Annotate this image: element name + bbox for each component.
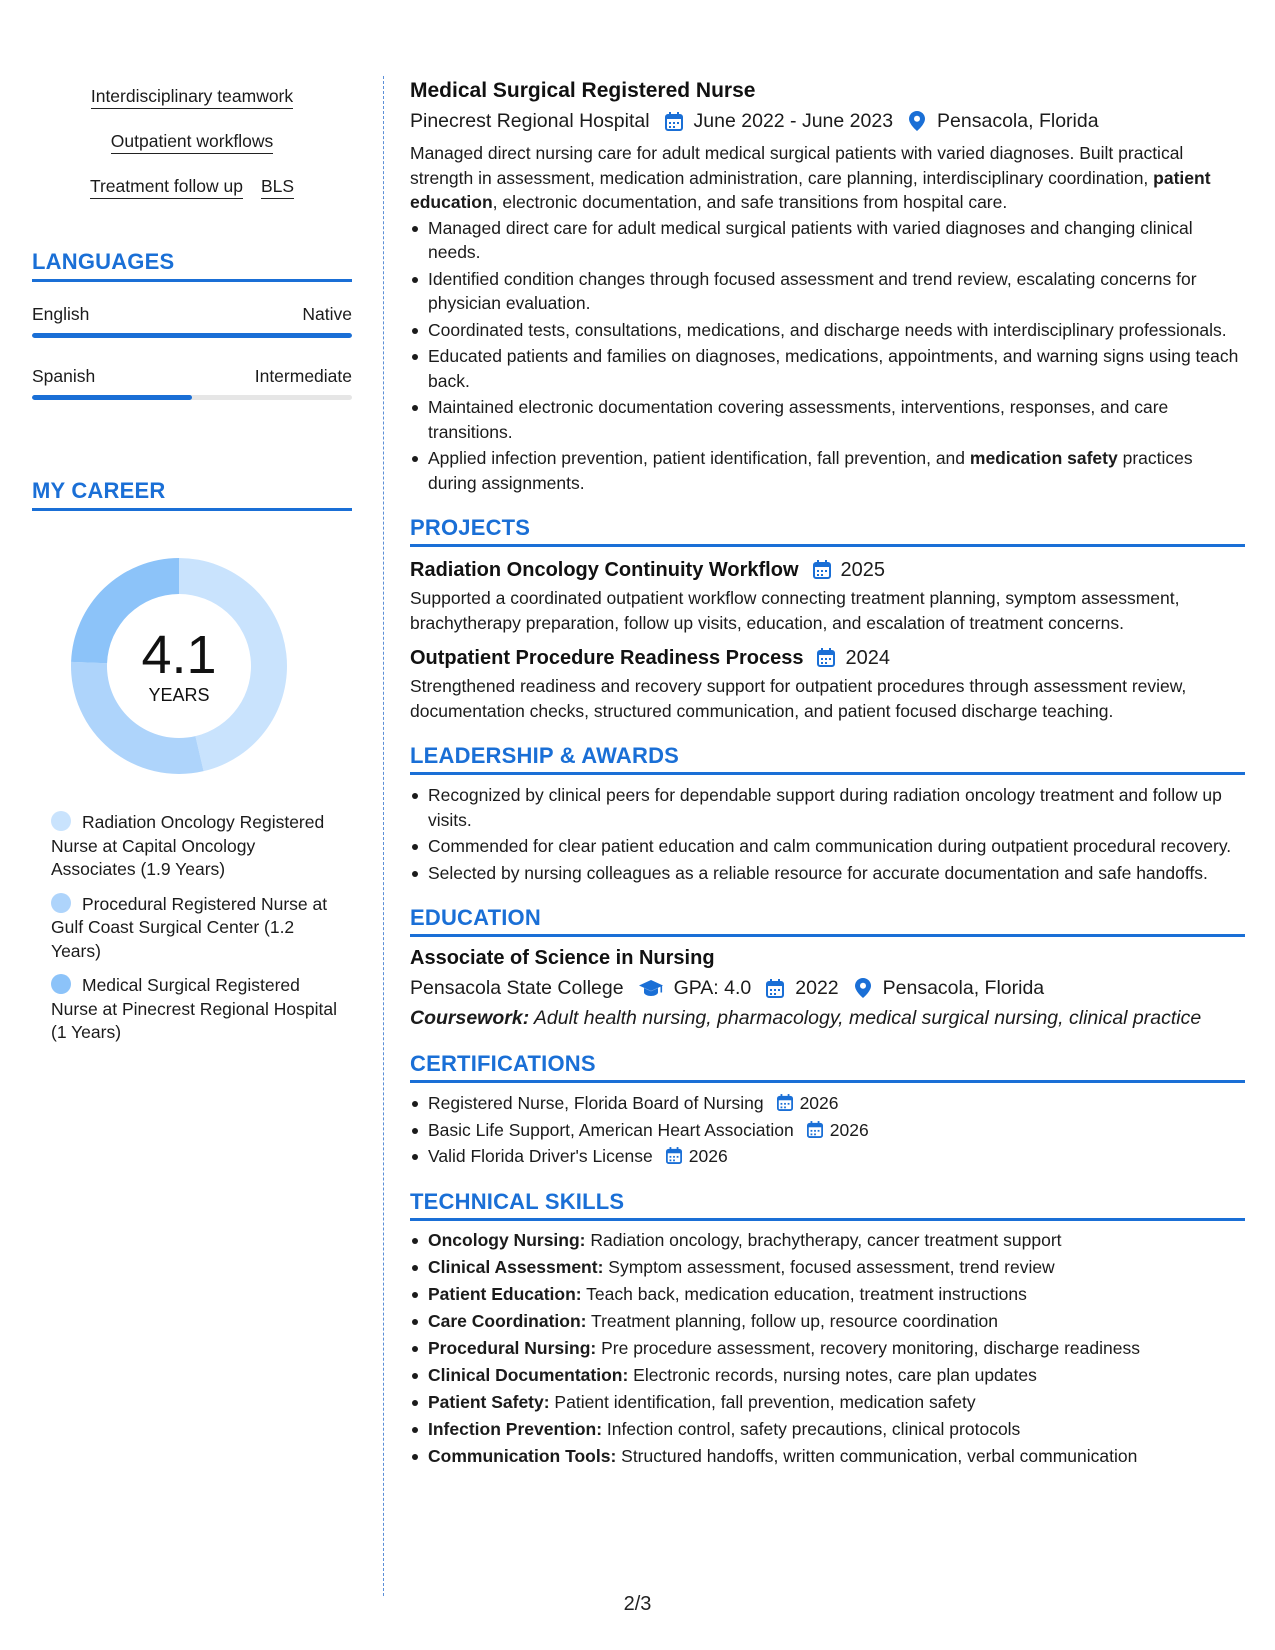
skill-tag: Interdisciplinary teamwork xyxy=(91,86,293,109)
technical-skills-heading: TECHNICAL SKILLS xyxy=(410,1189,1245,1221)
list-item xyxy=(410,1144,1245,1169)
career-legend-label: Medical Surgical Registered Nurse at Pinecrest Regional Hospital (1 Years) xyxy=(51,975,337,1042)
degree-title: Associate of Science in Nursing xyxy=(410,947,715,969)
language-level: Native xyxy=(302,304,352,324)
skill-tag: Treatment follow up xyxy=(90,176,243,199)
language-proficiency-fill xyxy=(32,333,352,338)
project-entry xyxy=(410,645,1245,723)
gpa: GPA: 4.0 xyxy=(673,977,752,999)
project-year: 2025 xyxy=(840,559,886,581)
calendar-icon xyxy=(765,978,785,998)
career-total-unit: YEARS xyxy=(148,684,210,705)
list-item: Commended for clear patient education and calm communication during outpatient procedural recovery. xyxy=(410,834,1245,859)
leadership-heading: LEADERSHIP & AWARDS xyxy=(410,743,1245,775)
job-dates: June 2022 - June 2023 xyxy=(693,110,894,132)
language-proficiency-bar xyxy=(32,395,352,400)
left-column xyxy=(32,86,352,1056)
list-item: Recognized by clinical peers for dependable support during radiation oncology treatment and follow up visits. xyxy=(410,783,1245,832)
language-name: English xyxy=(32,304,90,324)
column-divider xyxy=(383,76,384,1596)
career-legend-label: Procedural Registered Nurse at Gulf Coast Surgical Center (1.2 Years) xyxy=(51,893,328,961)
page-number: 2/3 xyxy=(623,1593,652,1615)
career-legend-label: Radiation Oncology Registered Nurse at Capital Oncology Associates (1.9 Years) xyxy=(51,812,325,879)
skill-line xyxy=(32,176,352,221)
list-item: Patient Education: Teach back, medication education, treatment instructions xyxy=(410,1282,1245,1307)
list-item: Procedural Nursing: Pre procedure assessment, recovery monitoring, discharge readiness xyxy=(410,1336,1245,1361)
career-legend-item xyxy=(51,893,342,964)
education-meta xyxy=(410,975,1245,1001)
list-item: Selected by nursing colleagues as a reliable resource for accurate documentation and safe handoffs. xyxy=(410,861,1245,886)
list-item: Maintained electronic documentation covering assessments, interventions, responses, and care transitions. xyxy=(410,395,1245,444)
skill-tag: BLS xyxy=(261,176,294,199)
school-location: Pensacola, Florida xyxy=(882,977,1045,999)
list-item: Educated patients and families on diagnoses, medications, appointments, and warning signs using teach back. xyxy=(410,344,1245,393)
list-item: Identified condition changes through focused assessment and trend review, escalating concerns for physician evaluation. xyxy=(410,267,1245,316)
career-total-years: 4.1 xyxy=(141,624,217,685)
calendar-icon xyxy=(777,1094,795,1112)
certification-name: Registered Nurse, Florida Board of Nursing xyxy=(428,1093,764,1113)
career-donut-center xyxy=(66,553,292,779)
list-item: Applied infection prevention, patient identification, fall prevention, and medication safety practices during assignments. xyxy=(410,446,1245,495)
language-row xyxy=(32,366,352,386)
list-item: Care Coordination: Treatment planning, follow up, resource coordination xyxy=(410,1309,1245,1334)
list-item: Coordinated tests, consultations, medications, and discharge needs with interdisciplinary professionals. xyxy=(410,318,1245,343)
experience-entry xyxy=(410,78,1245,495)
project-entry xyxy=(410,557,1245,635)
location-pin-icon xyxy=(853,978,873,998)
certification-year: 2026 xyxy=(829,1119,869,1140)
leadership-list xyxy=(410,783,1245,885)
calendar-icon xyxy=(664,111,684,131)
list-item: Managed direct care for adult medical surgical patients with varied diagnoses and changing clinical needs. xyxy=(410,216,1245,265)
job-employer: Pinecrest Regional Hospital xyxy=(410,110,650,132)
technical-skills xyxy=(410,1228,1245,1469)
legend-dot-icon xyxy=(51,811,71,831)
list-item xyxy=(410,1091,1245,1116)
certification-year: 2026 xyxy=(799,1093,839,1113)
skills-tags xyxy=(32,86,352,221)
language-proficiency-fill xyxy=(32,395,192,400)
list-item: Oncology Nursing: Radiation oncology, brachytherapy, cancer treatment support xyxy=(410,1228,1245,1253)
calendar-icon xyxy=(666,1147,684,1165)
calendar-icon xyxy=(813,560,833,580)
list-item: Clinical Assessment: Symptom assessment, focused assessment, trend review xyxy=(410,1255,1245,1280)
project-year: 2024 xyxy=(845,647,890,669)
career-legend xyxy=(32,811,352,1045)
career-heading: MY CAREER xyxy=(32,478,352,511)
language-row xyxy=(32,304,352,324)
location-pin-icon xyxy=(907,111,927,131)
project-description: Supported a coordinated outpatient workflow connecting treatment planning, symptom assessment, brachytherapy preparation, follow up visits, education, and escalation of treatment concerns. xyxy=(410,588,1180,633)
job-meta xyxy=(410,108,1245,134)
project-description: Strengthened readiness and recovery support for outpatient procedures through assessment review, documentation checks, structured communication, and patient focused discharge teaching. xyxy=(410,676,1187,721)
language-name: Spanish xyxy=(32,366,96,386)
legend-dot-icon xyxy=(51,974,71,994)
certifications-list xyxy=(410,1091,1245,1169)
certification-year: 2026 xyxy=(688,1146,728,1166)
right-column xyxy=(410,78,1245,1471)
skill-tag: Outpatient workflows xyxy=(111,131,273,154)
career-legend-item xyxy=(51,974,342,1045)
list-item: Patient Safety: Patient identification, fall prevention, medication safety xyxy=(410,1390,1245,1415)
skill-line xyxy=(32,131,352,176)
education-heading: EDUCATION xyxy=(410,905,1245,937)
certification-name: Valid Florida Driver's License xyxy=(428,1146,653,1166)
graduation-year: 2022 xyxy=(795,977,839,999)
list-item xyxy=(410,1118,1245,1143)
languages-heading: LANGUAGES xyxy=(32,249,352,282)
list-item: Infection Prevention: Infection control, safety precautions, clinical protocols xyxy=(410,1417,1245,1442)
school-name: Pensacola State College xyxy=(410,977,624,999)
calendar-icon xyxy=(817,648,837,668)
graduation-cap-icon xyxy=(638,978,664,998)
career-donut-chart xyxy=(66,553,292,779)
career-legend-item xyxy=(51,811,342,882)
language-level: Intermediate xyxy=(254,366,352,386)
project-header xyxy=(410,557,1245,583)
project-header xyxy=(410,645,1245,671)
skill-line xyxy=(32,86,352,131)
job-title: Medical Surgical Registered Nurse xyxy=(410,79,756,102)
job-location: Pensacola, Florida xyxy=(937,110,1099,132)
technical-skills-list xyxy=(410,1228,1245,1469)
coursework: Coursework: Adult health nursing, pharmacology, medical surgical nursing, clinical practice xyxy=(410,1007,1202,1029)
calendar-icon xyxy=(807,1121,825,1139)
certification-name: Basic Life Support, American Heart Association xyxy=(428,1119,794,1140)
project-title: Outpatient Procedure Readiness Process xyxy=(410,647,804,669)
legend-dot-icon xyxy=(51,893,71,913)
projects-heading: PROJECTS xyxy=(410,515,1245,547)
list-item: Communication Tools: Structured handoffs, written communication, verbal communication xyxy=(410,1444,1245,1469)
job-bullets xyxy=(410,216,1245,496)
list-item: Clinical Documentation: Electronic records, nursing notes, care plan updates xyxy=(410,1363,1245,1388)
project-title: Radiation Oncology Continuity Workflow xyxy=(410,559,799,581)
language-proficiency-bar xyxy=(32,333,352,338)
certifications-heading: CERTIFICATIONS xyxy=(410,1051,1245,1083)
job-summary: Managed direct nursing care for adult medical surgical patients with varied diagnoses. Built practical strength in assessment, medication administration, care planning, interdisciplinary coordination, patient education, electronic documentation, and safe transitions from hospital care. xyxy=(410,143,1211,212)
